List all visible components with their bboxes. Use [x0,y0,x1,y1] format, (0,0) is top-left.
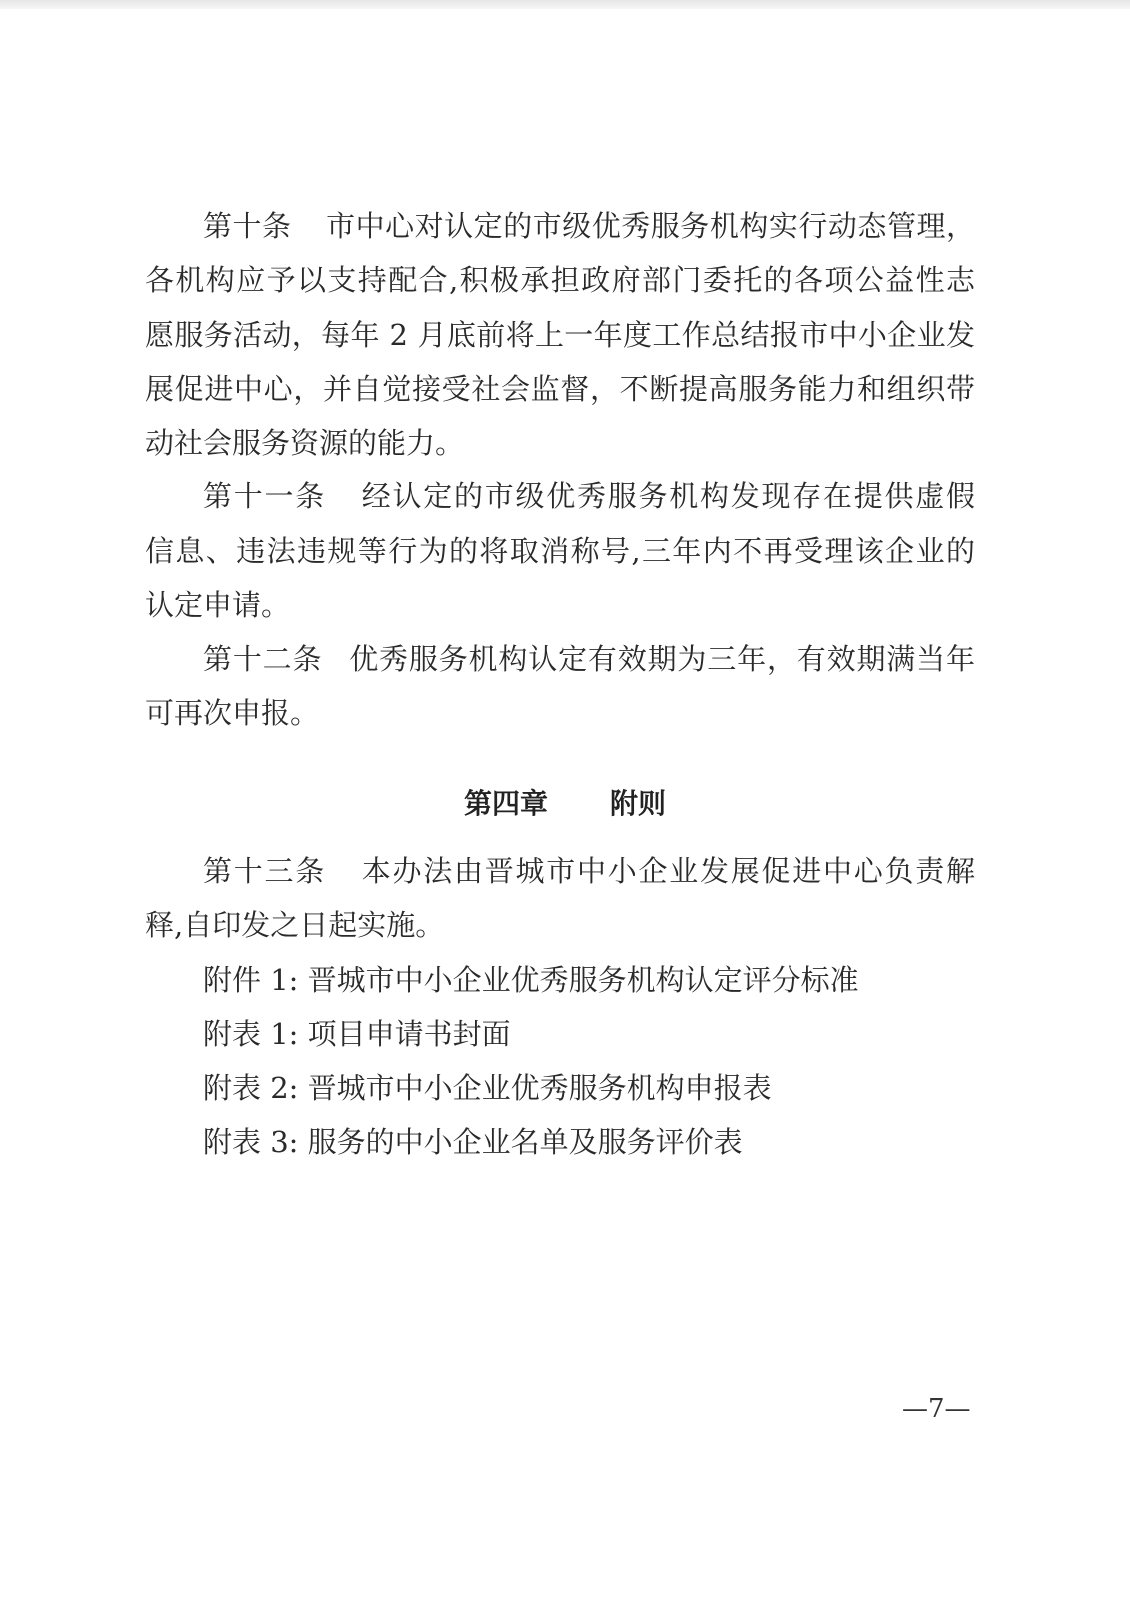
article-11-text-1: 经认定的市级优秀服务机构发现存在提供虚假 [360,479,975,513]
article-13-line-2: 释,自印发之日起实施。 [145,908,445,942]
article-10-line-1 [203,208,975,244]
attachment-item: 附表 3: 服务的中小企业名单及服务评价表 [203,1125,743,1159]
article-12-text-1: 优秀服务机构认定有效期为三年，有效期满当年 [348,642,975,676]
article-10-line-4: 展促进中心，并自觉接受社会监督，不断提高服务能力和组织带 [145,372,975,406]
article-11-label: 第十一条 [203,479,326,513]
article-11-line-2: 信息、违法违规等行为的将取消称号,三年内不再受理该企业的 [145,534,975,568]
article-10-line-2: 各机构应予以支持配合,积极承担政府部门委托的各项公益性志 [145,263,975,297]
article-12-line-1 [203,641,975,677]
article-13-text-1: 本办法由晋城市中小企业发展促进中心负责解 [360,854,975,888]
article-10-line-5: 动社会服务资源的能力。 [145,426,465,460]
attachment-item: 附件 1: 晋城市中小企业优秀服务机构认定评分标准 [203,963,859,997]
article-11-line-3: 认定申请。 [145,588,291,622]
chapter-heading [0,786,1130,822]
article-11-line-1 [203,478,975,514]
attachment-item: 附表 1: 项目申请书封面 [203,1017,511,1051]
article-12-label: 第十二条 [203,642,323,676]
article-10-text-1: 市中心对认定的市级优秀服务机构实行动态管理， [325,209,975,243]
chapter-number: 第四章 [463,787,548,820]
article-13-label: 第十三条 [203,854,326,888]
attachment-item: 附表 2: 晋城市中小企业优秀服务机构申报表 [203,1071,772,1105]
page-number: —7— [902,1394,971,1424]
article-12-line-2: 可再次申报。 [145,696,320,730]
chapter-title: 附则 [610,787,667,820]
article-10-label: 第十条 [203,209,292,243]
article-10-line-3: 愿服务活动，每年 2 月底前将上一年度工作总结报市中小企业发 [145,318,975,352]
article-13-line-1 [203,853,975,889]
